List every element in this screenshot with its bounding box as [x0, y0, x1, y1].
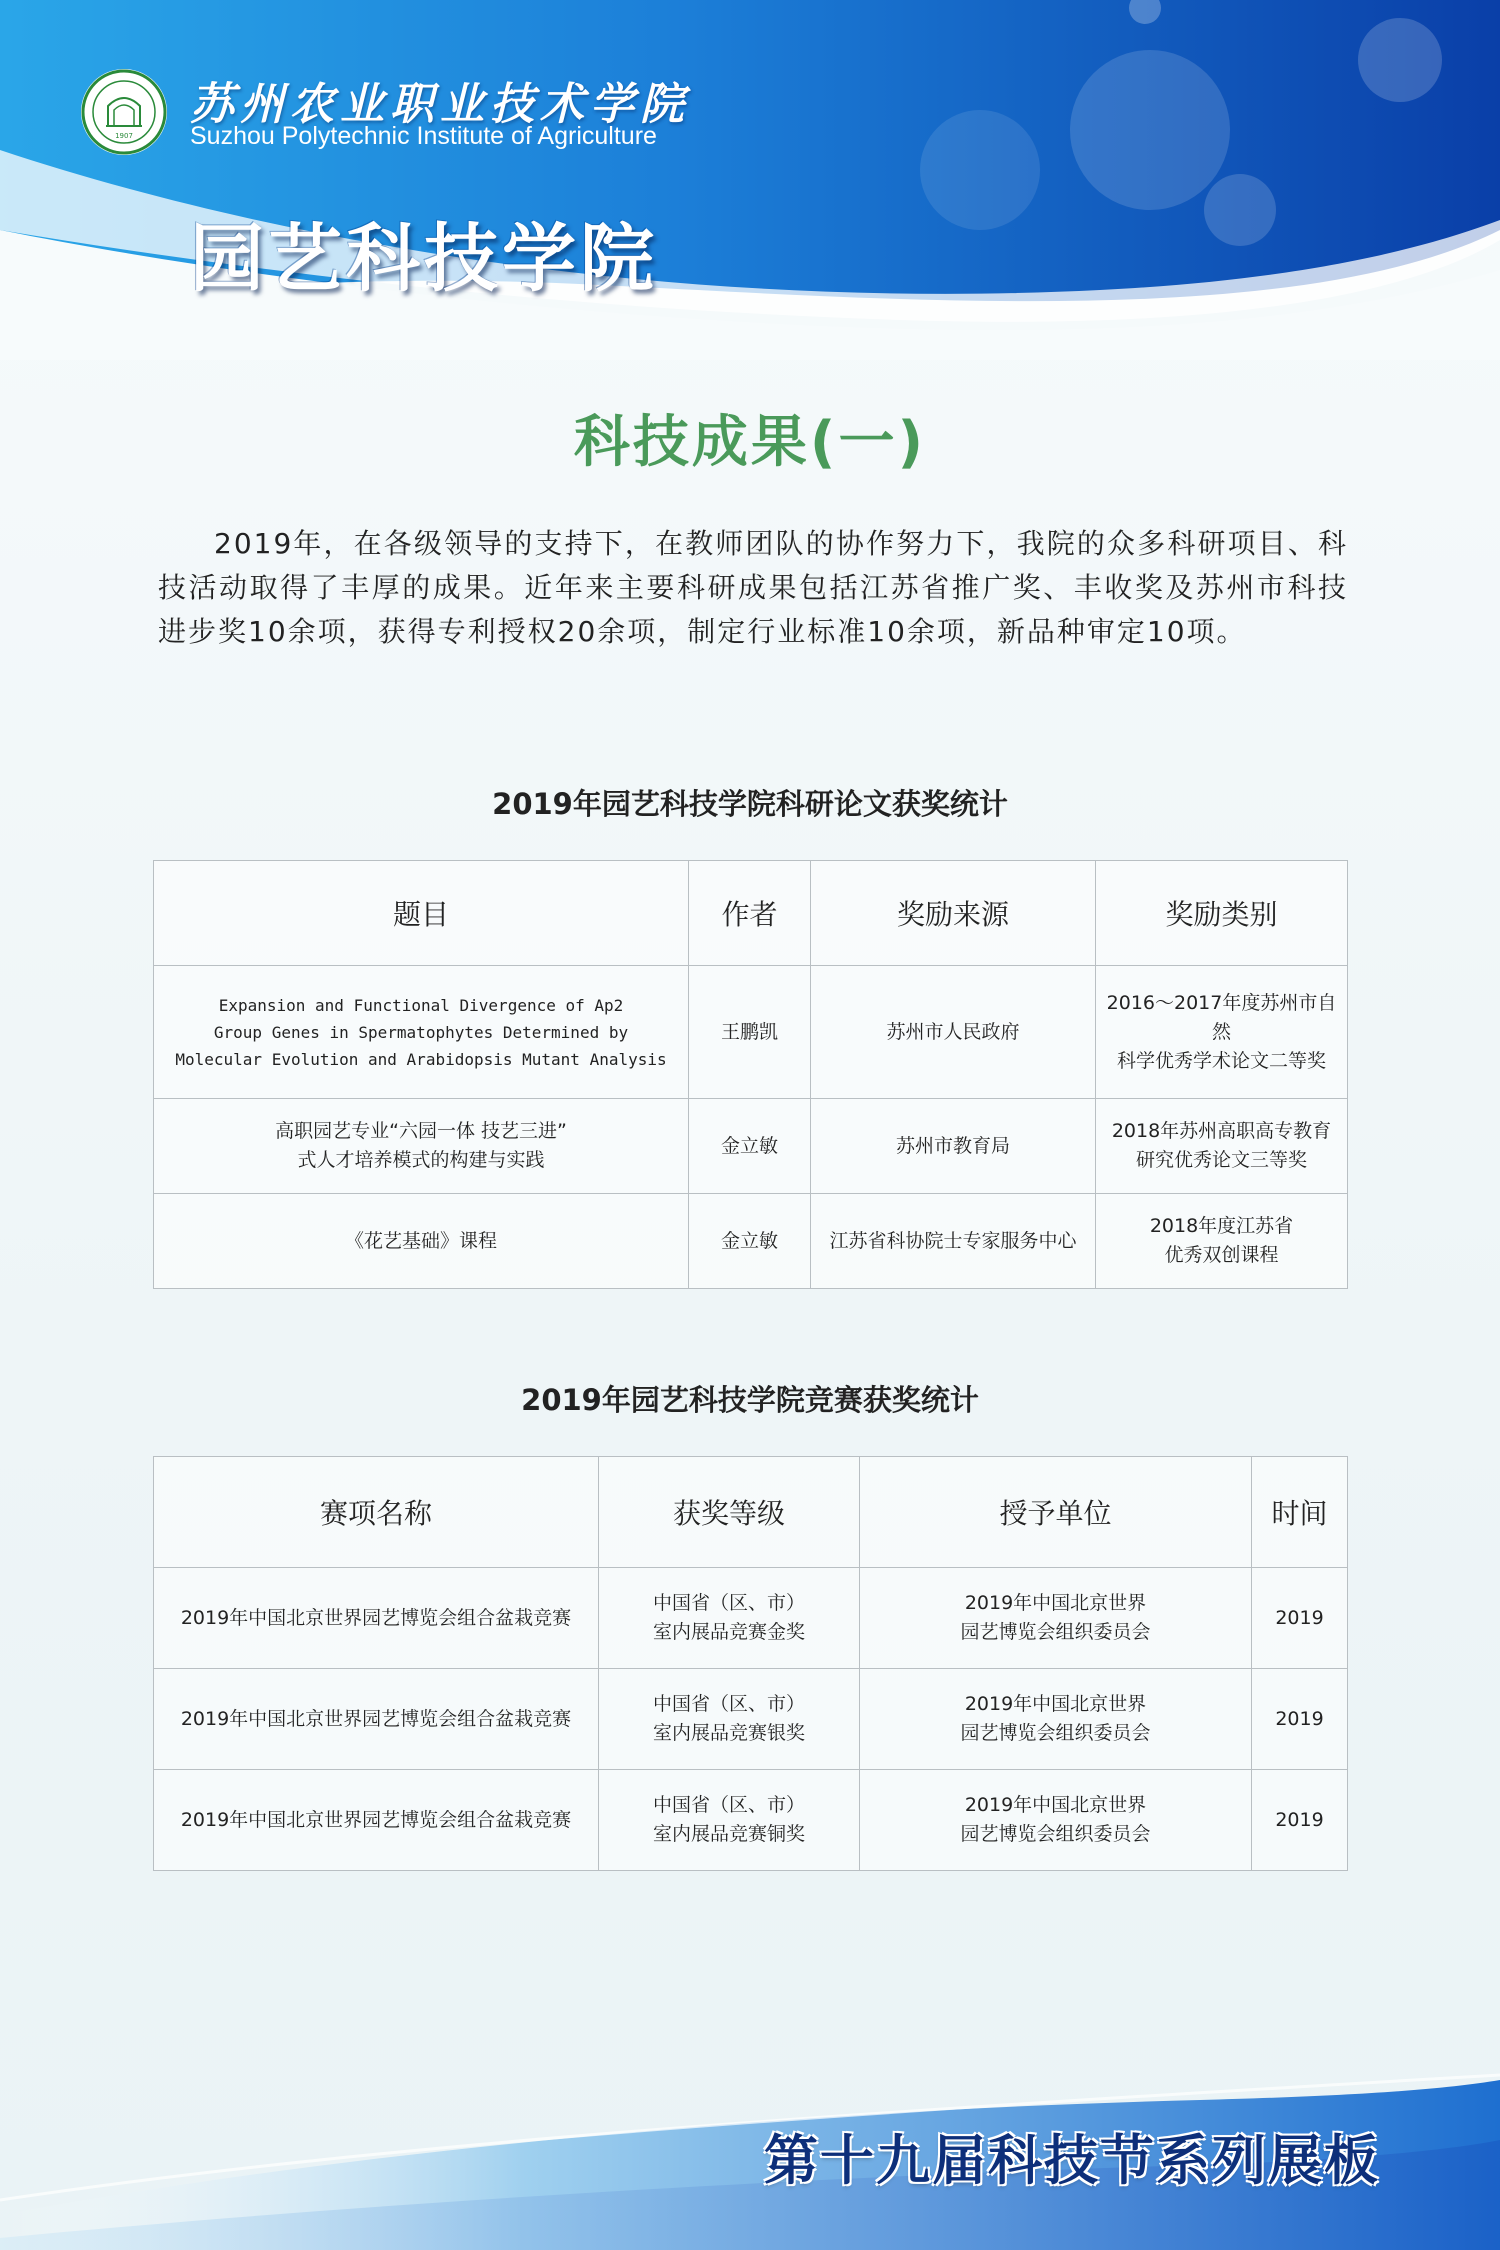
paper-topic: 《花艺基础》课程 — [154, 1194, 689, 1289]
table-header-row — [154, 861, 1348, 966]
column-header: 题目 — [154, 861, 689, 966]
awarding-unit: 2019年中国北京世界 园艺博览会组织委员会 — [860, 1669, 1252, 1770]
table-row — [154, 1669, 1348, 1770]
table-row — [154, 966, 1348, 1099]
award-category: 2018年苏州高职高专教育 研究优秀论文三等奖 — [1096, 1099, 1348, 1194]
award-year: 2019 — [1252, 1568, 1348, 1669]
column-header: 获奖等级 — [599, 1457, 860, 1568]
page-title: 科技成果(一) — [573, 410, 927, 475]
award-level: 中国省（区、市） 室内展品竞赛金奖 — [599, 1568, 860, 1669]
table-row — [154, 1770, 1348, 1871]
school-emblem-icon — [80, 68, 168, 156]
paper-topic: Expansion and Functional Divergence of Ap2 Group Genes in Spermatophytes Determined by Molecular Evolution and Arabidopsis Mutant Analysis — [154, 966, 689, 1099]
column-header: 奖励来源 — [811, 861, 1096, 966]
award-source: 苏州市教育局 — [811, 1099, 1096, 1194]
college-name: 园艺科技学院 — [190, 216, 658, 302]
table-header-row — [154, 1457, 1348, 1568]
table-row — [154, 1194, 1348, 1289]
award-year: 2019 — [1252, 1770, 1348, 1871]
column-header: 授予单位 — [860, 1457, 1252, 1568]
school-name-en: Suzhou Polytechnic Institute of Agriculture — [190, 122, 657, 150]
awarding-unit: 2019年中国北京世界 园艺博览会组织委员会 — [860, 1568, 1252, 1669]
award-category: 2016～2017年度苏州市自然 科学优秀学术论文二等奖 — [1096, 966, 1348, 1099]
award-source: 江苏省科协院士专家服务中心 — [811, 1194, 1096, 1289]
emblem-year: 1907 — [115, 132, 133, 140]
table-row — [154, 1568, 1348, 1669]
award-level: 中国省（区、市） 室内展品竞赛银奖 — [599, 1669, 860, 1770]
awarding-unit: 2019年中国北京世界 园艺博览会组织委员会 — [860, 1770, 1252, 1871]
paper-author: 王鹏凯 — [689, 966, 811, 1099]
column-header: 赛项名称 — [154, 1457, 599, 1568]
paper-author: 金立敏 — [689, 1194, 811, 1289]
award-category: 2018年度江苏省 优秀双创课程 — [1096, 1194, 1348, 1289]
school-name-cn: 苏州农业职业技术学院 — [190, 79, 690, 130]
column-header: 时间 — [1252, 1457, 1348, 1568]
footer-series-title: 第十九届科技节系列展板 — [764, 2129, 1380, 2192]
competition-awards-title: 2019年园艺科技学院竞赛获奖统计 — [521, 1383, 979, 1417]
award-source: 苏州市人民政府 — [811, 966, 1096, 1099]
table-row — [154, 1099, 1348, 1194]
intro-paragraph: 2019年，在各级领导的支持下，在教师团队的协作努力下，我院的众多科研项目、科技活动取得了丰厚的成果。近年来主要科研成果包括江苏省推广奖、丰收奖及苏州市科技进步奖10余项，获得专利授权20余项，制定行业标准10余项，新品种审定10项。 — [158, 527, 1348, 648]
competition-awards-table — [153, 1456, 1348, 1871]
paper-topic: 高职园艺专业“六园一体 技艺三进” 式人才培养模式的构建与实践 — [154, 1099, 689, 1194]
competition-name: 2019年中国北京世界园艺博览会组合盆栽竞赛 — [154, 1568, 599, 1669]
paper-awards-title: 2019年园艺科技学院科研论文获奖统计 — [492, 787, 1008, 821]
competition-name: 2019年中国北京世界园艺博览会组合盆栽竞赛 — [154, 1669, 599, 1770]
column-header: 作者 — [689, 861, 811, 966]
paper-author: 金立敏 — [689, 1099, 811, 1194]
column-header: 奖励类别 — [1096, 861, 1348, 966]
header-banner — [0, 0, 1500, 360]
paper-awards-table — [153, 860, 1348, 1289]
award-year: 2019 — [1252, 1669, 1348, 1770]
competition-name: 2019年中国北京世界园艺博览会组合盆栽竞赛 — [154, 1770, 599, 1871]
award-level: 中国省（区、市） 室内展品竞赛铜奖 — [599, 1770, 860, 1871]
